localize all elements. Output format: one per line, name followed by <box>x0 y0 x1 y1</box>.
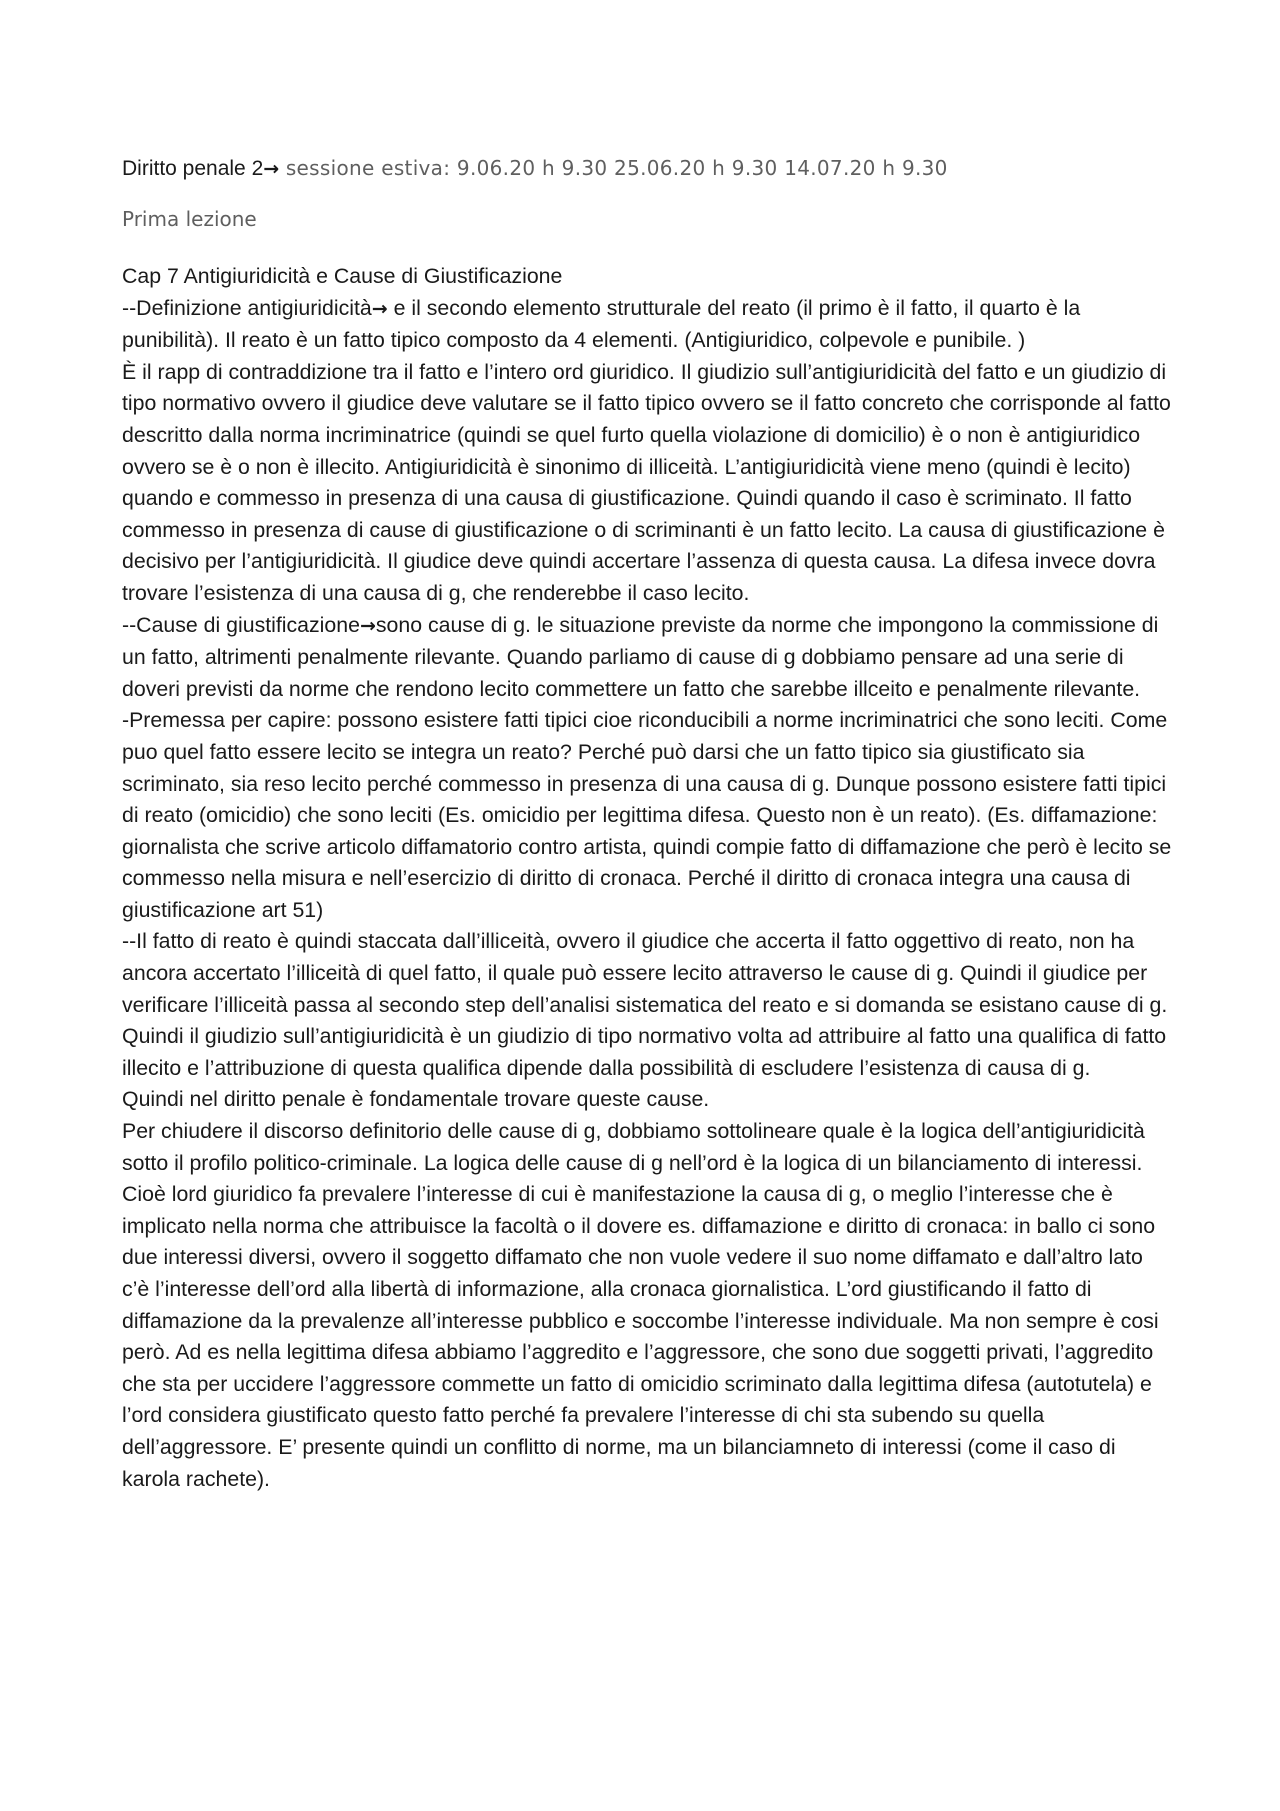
paragraph-premise: -Premessa per capire: possono esistere fatti tipici cioe riconducibili a norme incriminatrici che sono leciti. Come puo quel fatto essere lecito se integra un reato? Perché può darsi che un fatto tipico sia giustificato sia scriminato, sia reso lecito perché commesso in presenza di una causa di g. Dunque possono esistere fatti tipici di reato (omicidio) che sono leciti (Es. omicidio per legittima difesa. Questo non è un reato). (Es. diffamazione: giornalista che scrive articolo diffamatorio contro artista, quindi compie fatto di diffamazione che però è lecito se commesso nella misura e nell’esercizio di diritto di cronaca. Perché il diritto di cronaca integra una causa di giustificazione art 51) <box>122 708 1172 922</box>
paragraph-illiceity: --Il fatto di reato è quindi staccata dall’illiceità, ovvero il giudice che accerta il fatto oggettivo di reato, non ha ancora accertato l’illiceità di quel fatto, il quale può essere lecito attraverso le cause di g. Quindi il giudice per verificare l’illiceità passa al secondo step dell’analisi sistematica del reato e si domanda se esistano cause di g. Quindi il giudizio sull’antigiuridicità è un giudizio di tipo normativo volta ad attribuire al fatto una qualifica di fatto illecito e l’attribuzione di questa qualifica dipende dalla possibilità di escludere l’esistenza di causa di g. <box>122 929 1168 1080</box>
chapter-title: Cap 7 Antigiuridicità e Cause di Giustificazione <box>122 264 563 288</box>
paragraph-conclusion: Quindi nel diritto penale è fondamentale trovare queste cause. <box>122 1087 710 1112</box>
right-arrow-icon: → <box>359 614 376 637</box>
paragraph-contradiction: È il rapp di contraddizione tra il fatto e l’intero ord giuridico. Il giudizio sull’antigiuridicità del fatto e un giudizio di tipo normativo ovvero il giudice deve valutare se il fatto tipico ovvero se il fatto concreto che corrisponde al fatto descritto dalla norma incriminatrice (quindi se quel furto quella violazione di domicilio) è o non è antigiuridico ovvero se è o non è illecito. Antigiuridicità è sinonimo di illiceità. L’antigiuridicità viene meno (quindi è lecito) quando e commesso in presenza di una causa di giustificazione. Quindi quando il caso è scriminato. Il fatto commesso in presenza di cause di giustificazione o di scriminanti è un fatto lecito. La causa di giustificazione è decisivo per l’antigiuridicità. Il giudice deve quindi accertare l’assenza di questa causa. La difesa invece dovra trovare l’esistenza di una causa di g, che renderebbe il caso lecito. <box>122 359 1171 605</box>
document-body <box>122 261 1172 1495</box>
right-arrow-icon: → <box>371 297 388 320</box>
paragraph-causes-lead: --Cause di giustificazione <box>122 612 360 637</box>
paragraph-causes-text: sono cause di g. le situazione previste da norme che impongono la commissione di un fatto, altrimenti penalmente rilevante. Quando parliamo di cause di g dobbiamo pensare ad una serie di doveri previsti da norme che rendono lecito commettere un fatto che sarebbe illceito e penalmente rilevante. <box>122 612 1159 701</box>
paragraph-definition <box>122 293 1172 357</box>
course-header <box>122 152 1172 185</box>
document-content <box>122 152 1172 1495</box>
paragraph-definition-text: e il secondo elemento strutturale del reato (il primo è il fatto, il quarto è la punibilità). Il reato è un fatto tipico composto da 4 elementi. (Antigiuridico, colpevole e punibile. ) <box>122 295 1081 353</box>
paragraph-causes <box>122 610 1172 706</box>
paragraph-balancing: Per chiudere il discorso definitorio delle cause di g, dobbiamo sottolineare quale è la logica dell’antigiuridicità sotto il profilo politico-criminale. La logica delle cause di g nell’ord è la logica di un bilanciamento di interessi. Cioè lord giuridico fa prevalere l’interesse di cui è manifestazione la causa di g, o meglio l’interesse che è implicato nella norma che attribuisce la facoltà o il dovere es. diffamazione e diritto di cronaca: in ballo ci sono due interessi diversi, ovvero il soggetto diffamato che non vuole vedere il suo nome diffamato e dall’altro lato c’è l’interesse dell’ord alla libertà di informazione, alla cronaca giornalistica. L’ord giustificando il fatto di diffamazione da la prevalenze all’interesse pubblico e soccombe l’interesse individuale. Ma non sempre è cosi però. Ad es nella legittima difesa abbiamo l’aggredito e l’aggressore, che sono due soggetti privati, l’aggredito che sta per uccidere l’aggressore commette un fatto di omicidio scriminato dalla legittima difesa (autotutela) e l’ord considera giustificato questo fatto perché fa prevalere l’interesse di chi sta subendo su quella dell’aggressore. E’ presente quindi un conflitto di norme, ma un bilanciamneto di interessi (come il caso di karola rachete). <box>122 1119 1159 1491</box>
course-title: Diritto penale 2 <box>122 157 264 180</box>
paragraph-definition-lead: --Definizione antigiuridicità <box>122 295 372 320</box>
lesson-title: Prima lezione <box>122 207 257 231</box>
right-arrow-icon: → <box>263 158 280 180</box>
exam-session-dates: sessione estiva: 9.06.20 h 9.30 25.06.20 h 9.30 14.07.20 h 9.30 <box>279 156 948 180</box>
